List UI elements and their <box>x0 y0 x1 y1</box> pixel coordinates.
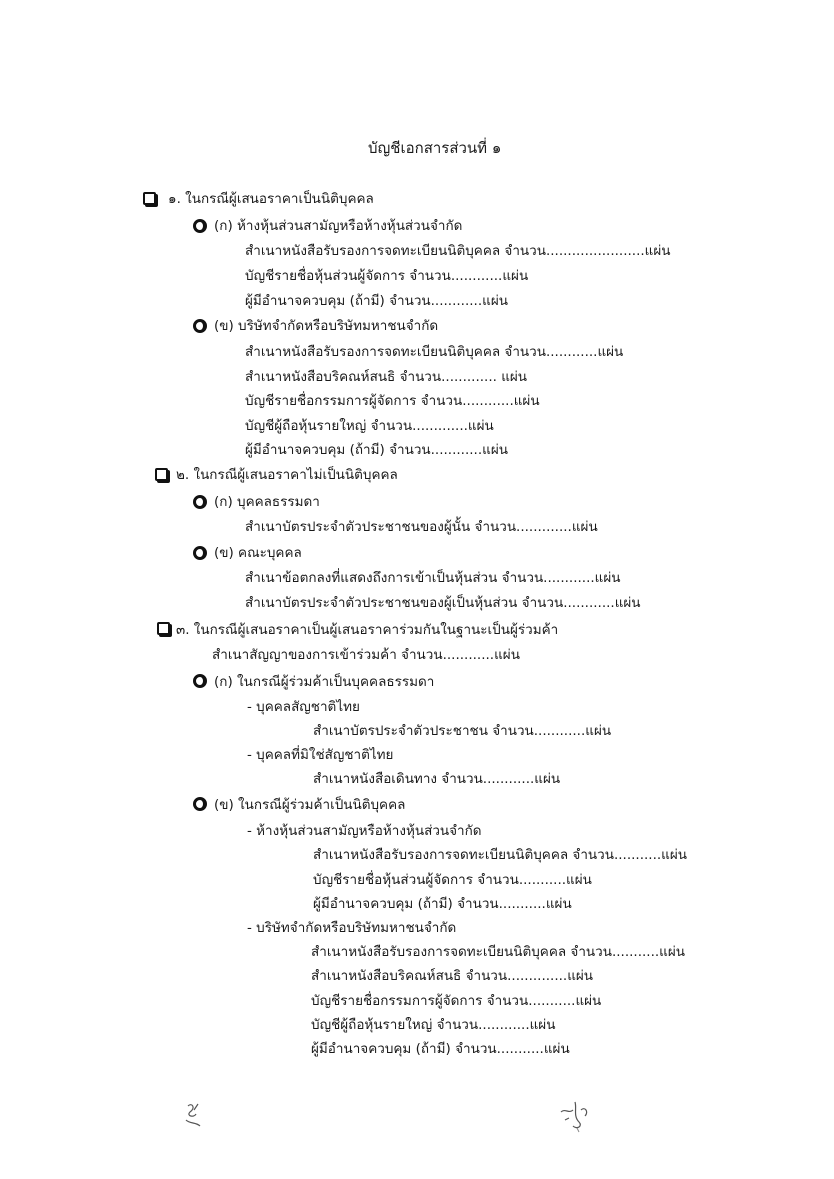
page-title: บัญชีเอกสารส่วนที่ ๑ <box>368 139 502 157</box>
section-3a-heading: (ก) ในกรณีผู้ร่วมค้าเป็นบุคคลธรรมดา <box>214 674 435 690</box>
list-item: บัญชีรายชื่อกรรมการผู้จัดการ จำนวน............แผ่น <box>245 393 540 409</box>
section-2-heading: ๒. ในกรณีผู้เสนอราคาไม่เป็นนิติบุคคล <box>176 467 398 483</box>
sub-heading: - บุคคลสัญชาติไทย <box>247 699 360 715</box>
list-item: ผู้มีอำนาจควบคุม (ถ้ามี) จำนวน............แผ่น <box>245 442 508 458</box>
section-2b-heading: (ข) คณะบุคคล <box>214 545 302 561</box>
list-item: ผู้มีอำนาจควบคุม (ถ้ามี) จำนวน...........แผ่น <box>311 1041 570 1057</box>
list-item: บัญชีรายชื่อหุ้นส่วนผู้จัดการ จำนวน............แผ่น <box>245 268 529 284</box>
joint-venture-contract: สำเนาสัญญาของการเข้าร่วมค้า จำนวน............แผ่น <box>212 647 520 663</box>
sub-heading: - บุคคลที่มิใช่สัญชาติไทย <box>247 747 394 763</box>
list-item: สำเนาหนังสือรับรองการจดทะเบียนนิติบุคคล จำนวน.......................แผ่น <box>245 243 671 259</box>
sub-heading: - ห้างหุ้นส่วนสามัญหรือห้างหุ้นส่วนจำกัด <box>247 823 482 839</box>
list-item: สำเนาหนังสือรับรองการจดทะเบียนนิติบุคคล จำนวน...........แผ่น <box>313 847 687 863</box>
list-item: บัญชีผู้ถือหุ้นรายใหญ่ จำนวน.............แผ่น <box>245 418 494 434</box>
section-3a-radio[interactable] <box>193 674 207 688</box>
initials-mark-left <box>180 1100 206 1130</box>
initials-mark-right <box>555 1098 595 1134</box>
list-item: สำเนาหนังสือรับรองการจดทะเบียนนิติบุคคล จำนวน............แผ่น <box>245 344 624 360</box>
list-item: สำเนาหนังสือเดินทาง จำนวน............แผ่น <box>313 771 561 787</box>
section-1a-radio[interactable] <box>193 219 207 233</box>
list-item: บัญชีรายชื่อหุ้นส่วนผู้จัดการ จำนวน...........แผ่น <box>313 872 592 888</box>
section-3b-heading: (ข) ในกรณีผู้ร่วมค้าเป็นนิติบุคคล <box>214 797 406 813</box>
list-item: สำเนาหนังสือรับรองการจดทะเบียนนิติบุคคล จำนวน...........แผ่น <box>311 944 685 960</box>
list-item: สำเนาบัตรประจำตัวประชาชนของผู้นั้น จำนวน.............แผ่น <box>245 519 598 535</box>
section-2b-radio[interactable] <box>193 546 207 560</box>
section-2-checkbox[interactable] <box>155 468 168 481</box>
list-item: สำเนาบัตรประจำตัวประชาชนของผู้เป็นหุ้นส่วน จำนวน............แผ่น <box>245 595 641 611</box>
list-item: บัญชีรายชื่อกรรมการผู้จัดการ จำนวน...........แผ่น <box>311 993 602 1009</box>
section-2a-heading: (ก) บุคคลธรรมดา <box>214 494 320 510</box>
list-item: สำเนาข้อตกลงที่แสดงถึงการเข้าเป็นหุ้นส่วน จำนวน............แผ่น <box>245 570 621 586</box>
sub-heading: - บริษัทจำกัดหรือบริษัทมหาชนจำกัด <box>247 920 457 936</box>
list-item: สำเนาบัตรประจำตัวประชาชน จำนวน............แผ่น <box>313 723 612 739</box>
section-1b-heading: (ข) บริษัทจำกัดหรือบริษัทมหาชนจำกัด <box>214 318 439 334</box>
section-3b-radio[interactable] <box>193 797 207 811</box>
section-1a-heading: (ก) ห้างหุ้นส่วนสามัญหรือห้างหุ้นส่วนจำกัด <box>214 218 463 234</box>
list-item: ผู้มีอำนาจควบคุม (ถ้ามี) จำนวน...........แผ่น <box>313 896 572 912</box>
section-3-checkbox[interactable] <box>157 622 170 635</box>
list-item: บัญชีผู้ถือหุ้นรายใหญ่ จำนวน............แผ่น <box>311 1017 556 1033</box>
list-item: สำเนาหนังสือบริคณห์สนธิ จำนวน..............แผ่น <box>311 968 594 984</box>
section-2a-radio[interactable] <box>193 495 207 509</box>
section-1b-radio[interactable] <box>193 319 207 333</box>
section-1-checkbox[interactable] <box>143 192 156 205</box>
list-item: สำเนาหนังสือบริคณห์สนธิ จำนวน............. แผ่น <box>245 369 528 385</box>
section-1-heading: ๑. ในกรณีผู้เสนอราคาเป็นนิติบุคคล <box>168 191 374 207</box>
list-item: ผู้มีอำนาจควบคุม (ถ้ามี) จำนวน............แผ่น <box>245 293 508 309</box>
section-3-heading: ๓. ในกรณีผู้เสนอราคาเป็นผู้เสนอราคาร่วมกันในฐานะเป็นผู้ร่วมค้า <box>176 622 559 638</box>
